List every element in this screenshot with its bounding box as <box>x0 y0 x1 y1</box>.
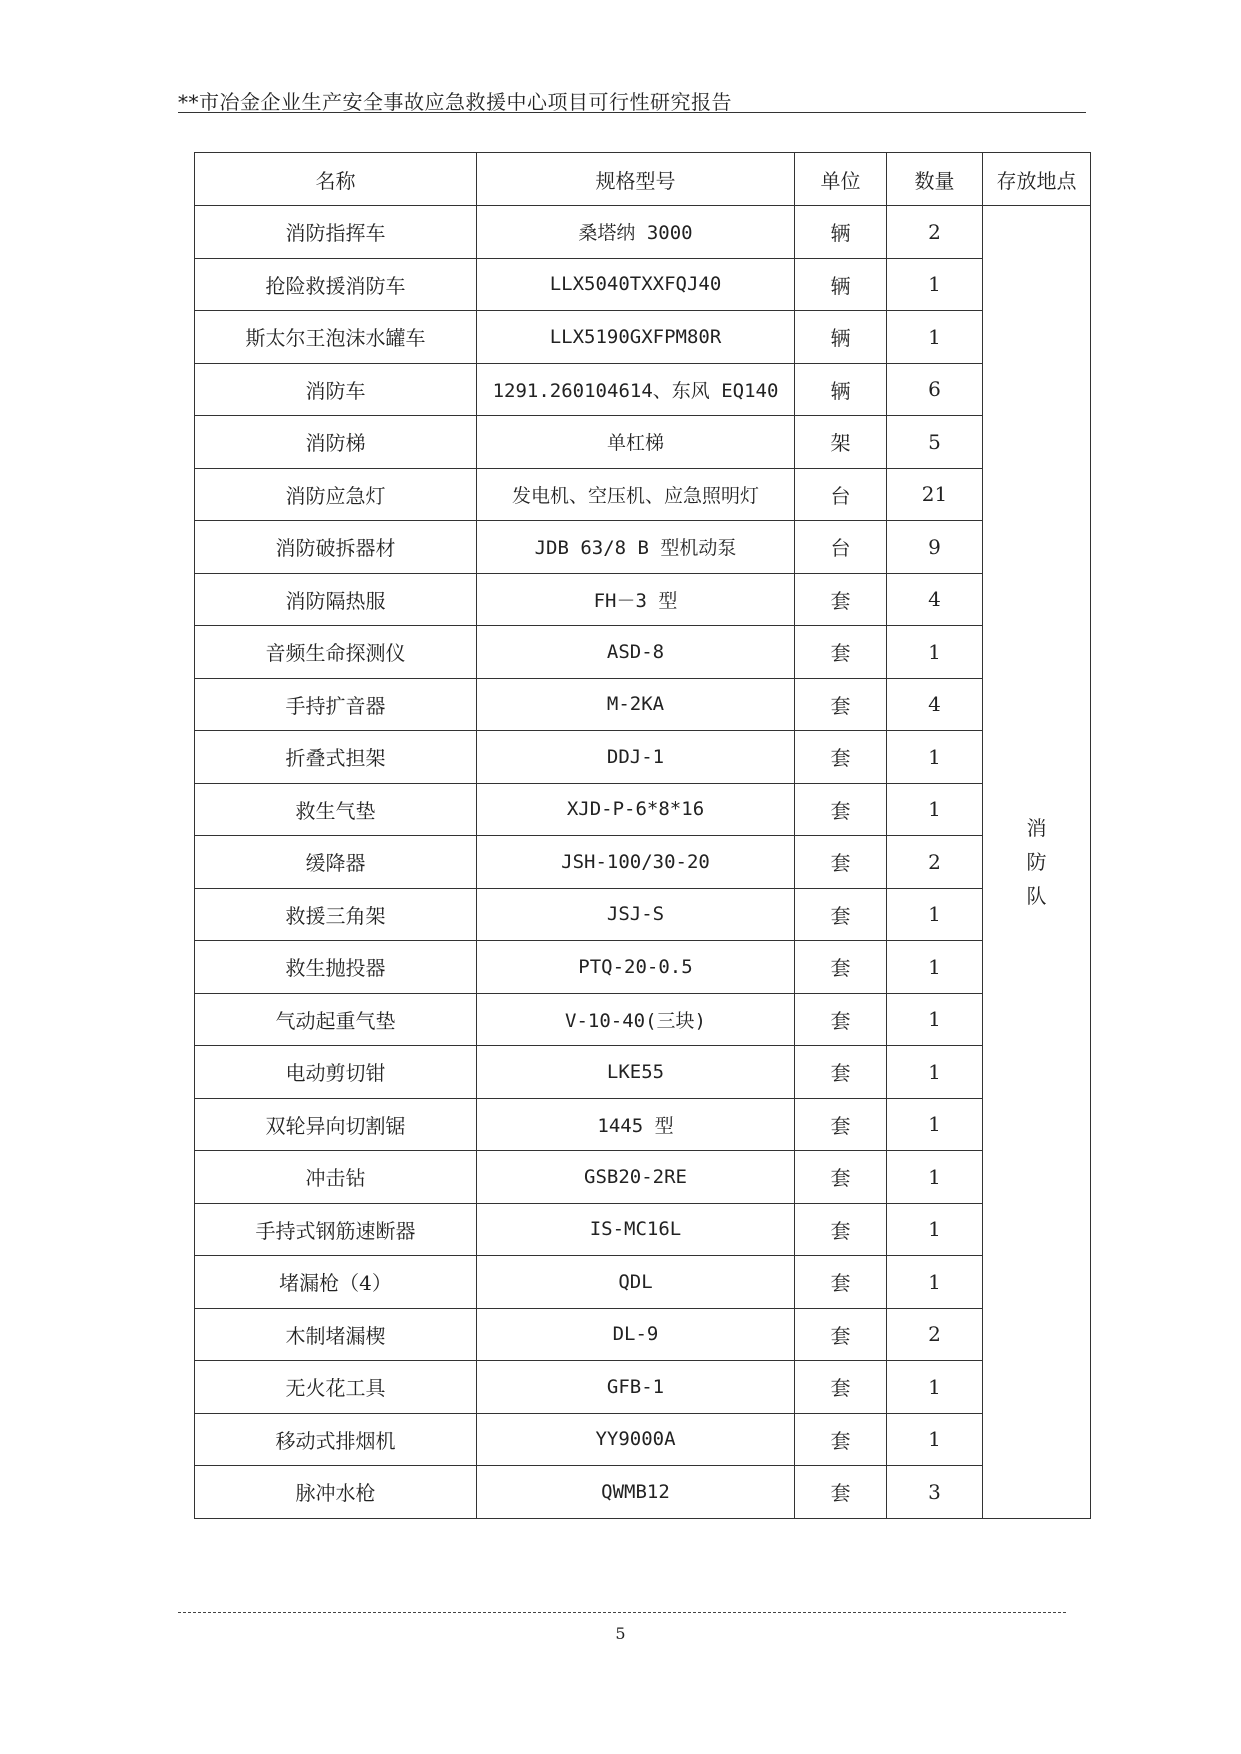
table-row <box>195 993 1091 1046</box>
cell-spec: 桑塔纳 3000 <box>477 206 795 259</box>
cell-spec: 单杠梯 <box>477 416 795 469</box>
cell-qty: 1 <box>887 888 983 941</box>
table-row <box>195 678 1091 731</box>
cell-unit: 套 <box>795 573 887 626</box>
table-row <box>195 311 1091 364</box>
table-row <box>195 1361 1091 1414</box>
cell-qty: 1 <box>887 1046 983 1099</box>
cell-qty: 1 <box>887 1203 983 1256</box>
cell-name: 手持扩音器 <box>195 678 477 731</box>
cell-qty: 1 <box>887 941 983 994</box>
cell-spec: 发电机、空压机、应急照明灯 <box>477 468 795 521</box>
table-row <box>195 1046 1091 1099</box>
cell-qty: 1 <box>887 731 983 784</box>
cell-unit: 套 <box>795 1413 887 1466</box>
table-row <box>195 1098 1091 1151</box>
cell-unit: 架 <box>795 416 887 469</box>
cell-unit: 套 <box>795 1361 887 1414</box>
cell-unit: 套 <box>795 1098 887 1151</box>
cell-qty: 2 <box>887 836 983 889</box>
table-row <box>195 468 1091 521</box>
cell-spec: QWMB12 <box>477 1466 795 1519</box>
table-header-row <box>195 153 1091 206</box>
cell-unit: 套 <box>795 836 887 889</box>
cell-qty: 4 <box>887 573 983 626</box>
table-row <box>195 1413 1091 1466</box>
cell-name: 消防指挥车 <box>195 206 477 259</box>
cell-spec: JSH-100/30-20 <box>477 836 795 889</box>
cell-name: 斯太尔王泡沫水罐车 <box>195 311 477 364</box>
document-header: **市冶金企业生产安全事故应急救援中心项目可行性研究报告 <box>178 90 732 114</box>
cell-unit: 辆 <box>795 363 887 416</box>
table-row <box>195 521 1091 574</box>
table-row <box>195 1203 1091 1256</box>
cell-unit: 套 <box>795 888 887 941</box>
cell-name: 木制堵漏楔 <box>195 1308 477 1361</box>
col-header-qty: 数量 <box>887 153 983 206</box>
cell-spec: DL-9 <box>477 1308 795 1361</box>
table-row <box>195 258 1091 311</box>
footer-rule <box>178 1612 1066 1613</box>
cell-name: 消防隔热服 <box>195 573 477 626</box>
cell-spec: DDJ-1 <box>477 731 795 784</box>
cell-unit: 套 <box>795 993 887 1046</box>
cell-qty: 9 <box>887 521 983 574</box>
cell-unit: 套 <box>795 941 887 994</box>
cell-spec: V-10-40(三块) <box>477 993 795 1046</box>
cell-location <box>983 206 1091 1519</box>
cell-spec: JSJ-S <box>477 888 795 941</box>
cell-qty: 1 <box>887 311 983 364</box>
cell-name: 音频生命探测仪 <box>195 626 477 679</box>
table-row <box>195 731 1091 784</box>
cell-spec: 1291.260104614、东风 EQ140 <box>477 363 795 416</box>
cell-name: 折叠式担架 <box>195 731 477 784</box>
table-row <box>195 1151 1091 1204</box>
table-row <box>195 626 1091 679</box>
cell-unit: 套 <box>795 626 887 679</box>
cell-spec: GSB20-2RE <box>477 1151 795 1204</box>
cell-unit: 台 <box>795 521 887 574</box>
cell-qty: 5 <box>887 416 983 469</box>
cell-qty: 2 <box>887 206 983 259</box>
cell-spec: M-2KA <box>477 678 795 731</box>
cell-unit: 台 <box>795 468 887 521</box>
cell-name: 缓降器 <box>195 836 477 889</box>
cell-qty: 1 <box>887 1098 983 1151</box>
cell-qty: 1 <box>887 1413 983 1466</box>
cell-unit: 辆 <box>795 311 887 364</box>
col-header-spec: 规格型号 <box>477 153 795 206</box>
cell-name: 堵漏枪（4） <box>195 1256 477 1309</box>
page-number: 5 <box>615 1624 626 1643</box>
cell-unit: 套 <box>795 1256 887 1309</box>
cell-name: 电动剪切钳 <box>195 1046 477 1099</box>
cell-qty: 1 <box>887 1151 983 1204</box>
cell-qty: 1 <box>887 783 983 836</box>
cell-spec: YY9000A <box>477 1413 795 1466</box>
table-row <box>195 783 1091 836</box>
table-row <box>195 888 1091 941</box>
cell-qty: 1 <box>887 1256 983 1309</box>
cell-name: 脉冲水枪 <box>195 1466 477 1519</box>
cell-unit: 套 <box>795 1308 887 1361</box>
cell-name: 救生气垫 <box>195 783 477 836</box>
cell-unit: 套 <box>795 1466 887 1519</box>
cell-unit: 套 <box>795 731 887 784</box>
cell-qty: 2 <box>887 1308 983 1361</box>
cell-name: 救援三角架 <box>195 888 477 941</box>
equipment-table <box>194 152 1091 1519</box>
cell-name: 双轮异向切割锯 <box>195 1098 477 1151</box>
location-label: 消防队 <box>1026 815 1047 908</box>
table-row <box>195 941 1091 994</box>
col-header-location: 存放地点 <box>983 153 1091 206</box>
cell-qty: 3 <box>887 1466 983 1519</box>
table-row <box>195 206 1091 259</box>
table-row <box>195 573 1091 626</box>
cell-unit: 套 <box>795 678 887 731</box>
table-row <box>195 1466 1091 1519</box>
table-row <box>195 836 1091 889</box>
cell-spec: 1445 型 <box>477 1098 795 1151</box>
cell-qty: 1 <box>887 626 983 679</box>
header-rule <box>178 112 1086 113</box>
cell-qty: 1 <box>887 258 983 311</box>
cell-qty: 4 <box>887 678 983 731</box>
cell-unit: 套 <box>795 783 887 836</box>
cell-name: 抢险救援消防车 <box>195 258 477 311</box>
cell-spec: JDB 63/8 B 型机动泵 <box>477 521 795 574</box>
cell-name: 消防梯 <box>195 416 477 469</box>
table-row <box>195 1256 1091 1309</box>
cell-name: 消防车 <box>195 363 477 416</box>
cell-unit: 辆 <box>795 258 887 311</box>
cell-spec: LLX5190GXFPM80R <box>477 311 795 364</box>
cell-spec: LKE55 <box>477 1046 795 1099</box>
cell-qty: 1 <box>887 1361 983 1414</box>
cell-name: 手持式钢筋速断器 <box>195 1203 477 1256</box>
cell-spec: QDL <box>477 1256 795 1309</box>
cell-name: 消防应急灯 <box>195 468 477 521</box>
cell-unit: 辆 <box>795 206 887 259</box>
cell-spec: LLX5040TXXFQJ40 <box>477 258 795 311</box>
cell-name: 气动起重气垫 <box>195 993 477 1046</box>
cell-name: 冲击钻 <box>195 1151 477 1204</box>
cell-name: 无火花工具 <box>195 1361 477 1414</box>
cell-spec: GFB-1 <box>477 1361 795 1414</box>
cell-qty: 21 <box>887 468 983 521</box>
table-row <box>195 1308 1091 1361</box>
cell-name: 救生抛投器 <box>195 941 477 994</box>
cell-spec: PTQ-20-0.5 <box>477 941 795 994</box>
cell-name: 移动式排烟机 <box>195 1413 477 1466</box>
cell-unit: 套 <box>795 1203 887 1256</box>
cell-spec: XJD-P-6*8*16 <box>477 783 795 836</box>
cell-unit: 套 <box>795 1046 887 1099</box>
cell-spec: FH－3 型 <box>477 573 795 626</box>
cell-qty: 1 <box>887 993 983 1046</box>
table-row <box>195 416 1091 469</box>
col-header-unit: 单位 <box>795 153 887 206</box>
cell-spec: IS-MC16L <box>477 1203 795 1256</box>
cell-unit: 套 <box>795 1151 887 1204</box>
cell-qty: 6 <box>887 363 983 416</box>
cell-name: 消防破拆器材 <box>195 521 477 574</box>
table-row <box>195 363 1091 416</box>
col-header-name: 名称 <box>195 153 477 206</box>
cell-spec: ASD-8 <box>477 626 795 679</box>
